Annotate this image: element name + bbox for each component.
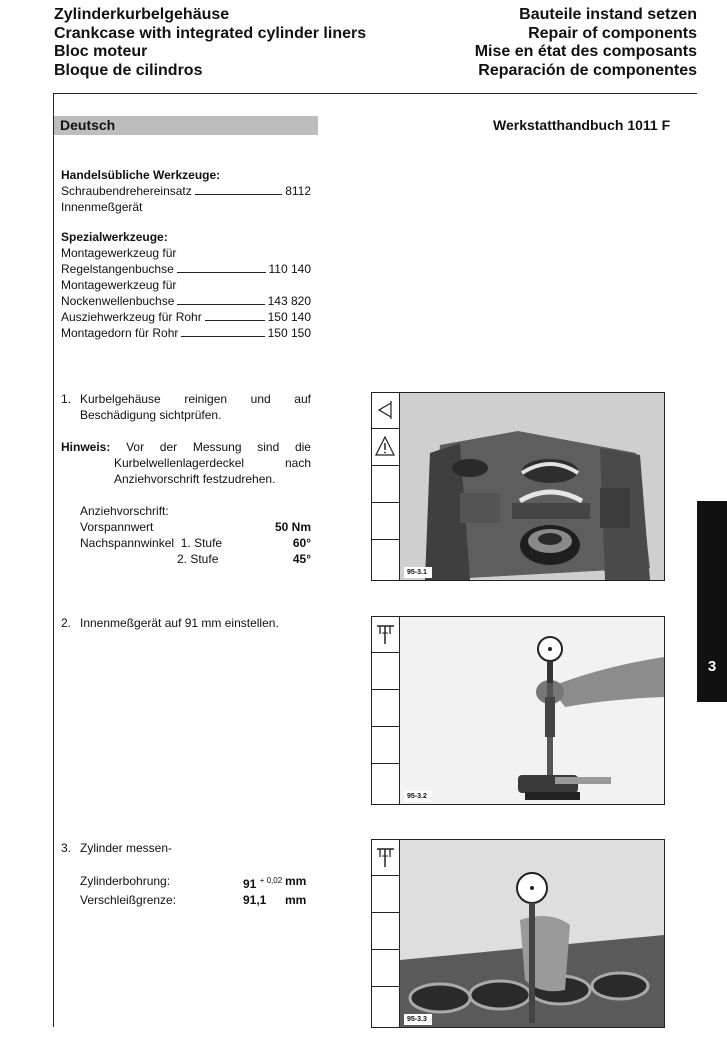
manual-title: Werkstatthandbuch 1011 F — [493, 117, 671, 133]
tool-name: Innenmeßgerät — [61, 200, 143, 214]
wear-limit-unit: mm — [285, 893, 307, 907]
tool-row — [61, 183, 311, 199]
icon-cell — [372, 617, 399, 653]
spec-angle-label: Nachspannwinkel — [80, 536, 175, 550]
hint-note — [61, 439, 311, 487]
bore-gauge-photo — [400, 617, 664, 804]
tool-number: 143 820 — [267, 294, 311, 308]
spec-stage1-label: 1. Stufe — [180, 536, 223, 550]
special-tools-heading: Spezialwerkzeuge: — [61, 230, 168, 244]
spec-stage2-label: 2. Stufe — [177, 552, 219, 566]
warning-icon — [372, 429, 398, 465]
icon-cell — [372, 429, 399, 466]
figure-label: 95-3.1 — [407, 569, 427, 576]
figure-3 — [371, 839, 665, 1028]
section-tab — [697, 501, 727, 702]
caliper-icon — [372, 617, 398, 652]
leader-line — [181, 336, 264, 337]
bore-tolerance: + 0,02 — [259, 876, 283, 885]
icon-strip — [372, 617, 400, 804]
leader-line — [205, 320, 265, 321]
tool-name-line: Montagewerkzeug für — [61, 246, 177, 260]
spec-title: Anziehvorschrift: — [80, 504, 169, 518]
step-text: Zylinder messen- — [80, 841, 173, 855]
standard-tools-heading: Handelsübliche Werkzeuge: — [61, 168, 221, 182]
measurement-values — [80, 873, 308, 908]
header-titles-right — [475, 6, 697, 80]
tool-row — [61, 293, 311, 309]
figure-2 — [371, 616, 665, 805]
spec-preload-value: 50 Nm — [274, 520, 311, 534]
step-1 — [61, 391, 311, 423]
header-subtitle-en: Repair of components — [528, 24, 697, 42]
tool-number: 150 140 — [267, 310, 311, 324]
icon-strip — [372, 393, 400, 580]
figure-1 — [371, 392, 665, 581]
wear-limit-label: Verschleißgrenze: — [80, 893, 177, 907]
tool-number: 8112 — [285, 184, 311, 198]
header-title-es: Bloque de cilindros — [54, 61, 203, 79]
leader-line — [195, 194, 282, 195]
step-2 — [61, 615, 311, 631]
header-subtitle-fr: Mise en état des composants — [474, 43, 697, 60]
bore-value: 91 — [243, 877, 257, 891]
bore-gauge-illustration — [400, 617, 664, 804]
gauge-triangle-icon — [372, 393, 398, 428]
spec-stage1-value: 60° — [292, 536, 311, 550]
tool-name: Regelstangenbuchse — [61, 262, 174, 276]
step-number: 2. — [61, 616, 72, 630]
cylinder-measure-illustration — [400, 840, 664, 1027]
header-subtitle-es: Reparación de componentes — [478, 61, 697, 79]
crankcase-illustration — [400, 393, 664, 580]
language-bar: Deutsch — [54, 116, 318, 135]
wear-limit-value: 91,1 — [243, 893, 267, 907]
leader-line — [177, 304, 264, 305]
step-number: 1. — [61, 392, 72, 406]
tool-name: Ausziehwerkzeug für Rohr — [61, 310, 202, 324]
tool-number: 150 150 — [267, 326, 311, 340]
tool-name: Montagedorn für Rohr — [61, 326, 179, 340]
tools-section — [61, 167, 311, 341]
step-number: 3. — [61, 841, 72, 855]
tool-row — [61, 309, 311, 325]
icon-cell — [372, 393, 399, 429]
caliper-icon — [372, 840, 398, 875]
header-title-de: Zylinderkurbelgehäuse — [54, 6, 230, 23]
margin-rule — [53, 93, 54, 1027]
figure-label: 95-3.2 — [407, 793, 427, 800]
header-titles-left — [54, 6, 366, 80]
tool-name: Schraubendrehereinsatz — [61, 184, 192, 198]
tool-row — [61, 261, 311, 277]
step-text: Kurbelgehäuse reinigen und auf Beschädigung sichtprüfen. — [80, 392, 311, 422]
figure-label: 95-3.3 — [407, 1016, 427, 1023]
crankcase-photo — [400, 393, 664, 580]
tool-number: 110 140 — [268, 262, 311, 276]
header-title-en: Crankcase with integrated cylinder liners — [54, 24, 367, 42]
bore-label: Zylinderbohrung: — [80, 874, 171, 888]
header-divider — [54, 93, 697, 94]
leader-line — [177, 272, 266, 273]
hint-label: Hinweis: — [61, 440, 111, 454]
spec-preload-label: Vorspannwert — [80, 520, 154, 534]
tool-row — [61, 325, 311, 341]
bore-unit: mm — [285, 874, 307, 888]
tightening-spec — [80, 503, 311, 567]
section-tab-number: 3 — [707, 658, 717, 675]
cylinder-measure-photo — [400, 840, 664, 1027]
icon-strip — [372, 840, 400, 1027]
header-title-fr: Bloc moteur — [54, 43, 148, 60]
step-text: Innenmeßgerät auf 91 mm einstellen. — [80, 616, 279, 630]
hint-text: Vor der Messung sind die Kurbelwellenlagerdeckel nach Anziehvorschrift festzudrehen. — [114, 440, 311, 486]
tool-name: Nockenwellenbuchse — [61, 294, 175, 308]
icon-cell — [372, 840, 399, 876]
header-subtitle-de: Bauteile instand setzen — [519, 6, 697, 23]
tool-name-line: Montagewerkzeug für — [61, 278, 177, 292]
spec-stage2-value: 45° — [292, 552, 311, 566]
step-3 — [61, 840, 311, 856]
